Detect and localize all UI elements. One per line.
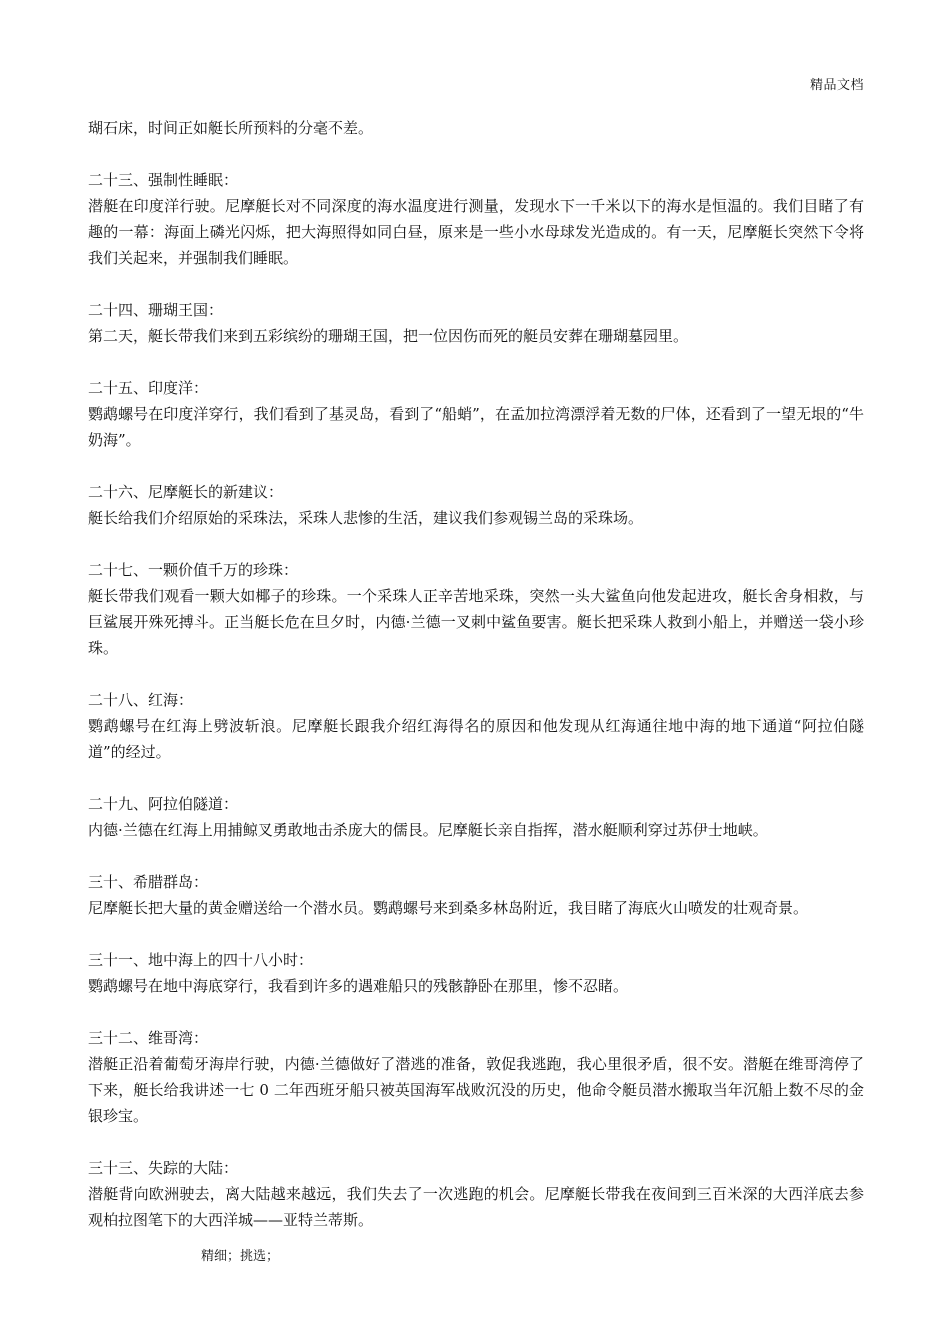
chapter-section [88,947,864,999]
chapter-summary: 第二天，艇长带我们来到五彩缤纷的珊瑚王国，把一位因伤而死的艇员安葬在珊瑚墓园里。 [88,327,689,345]
chapter-heading: 三十、希腊群岛： [88,873,209,891]
page-header-label: 精品文档 [809,78,864,93]
chapter-section [88,869,864,921]
page-footer-label: 精细；挑选； [201,1249,280,1264]
chapter-summary: 鹦鹉螺号在地中海底穿行，我看到许多的遇难船只的残骸静卧在那里，惨不忍睹。 [88,977,629,995]
chapter-heading: 二十六、尼摩艇长的新建议： [88,483,284,501]
chapter-summary: 艇长给我们介绍原始的采珠法，采珠人悲惨的生活，建议我们参观锡兰岛的采珠场。 [88,509,644,527]
chapter-summary: 鹦鹉螺号在印度洋穿行，我们看到了基灵岛，看到了“船蛸”，在孟加拉湾漂浮着无数的尸体，还看到了一望无垠的“牛奶海”。 [88,405,864,449]
document-body [88,115,864,1259]
chapter-section [88,167,864,271]
chapter-heading: 二十五、印度洋： [88,379,209,397]
chapter-summary: 潜艇在印度洋行驶。尼摩艇长对不同深度的海水温度进行测量，发现水下一千米以下的海水是恒温的。我们目睹了有趣的一幕：海面上磷光闪烁，把大海照得如同白昼，原来是一些小水母球发光造成的。有一天，尼摩艇长突然下令将我们关起来，并强制我们睡眠。 [88,197,864,267]
chapter-summary: 潜艇正沿着葡萄牙海岸行驶，内德·兰德做好了潜逃的准备，敦促我逃跑，我心里很矛盾，很不安。潜艇在维哥湾停了下来，艇长给我讲述一七 0 二年西班牙船只被英国海军战败沉没的历史，他命令艇员潜水搬取当年沉船上数不尽的金银珍宝。 [88,1055,864,1125]
chapter-heading: 三十三、失踪的大陆： [88,1159,239,1177]
chapter-heading: 三十一、地中海上的四十八小时： [88,951,314,969]
chapter-heading: 二十四、珊瑚王国： [88,301,224,319]
chapter-section [88,557,864,661]
chapter-heading: 二十三、强制性睡眠： [88,171,239,189]
chapter-section [88,687,864,765]
chapter-heading: 三十二、维哥湾： [88,1029,209,1047]
chapter-section [88,791,864,843]
chapter-section [88,375,864,453]
chapter-heading: 二十七、一颗价值千万的珍珠： [88,561,299,579]
chapter-section [88,1025,864,1129]
chapter-summary: 内德·兰德在红海上用捕鲸叉勇敢地击杀庞大的儒艮。尼摩艇长亲自指挥，潜水艇顺利穿过苏伊士地峡。 [88,821,768,839]
intro-paragraph: 瑚石床，时间正如艇长所预料的分毫不差。 [88,119,374,137]
chapter-summary: 尼摩艇长把大量的黄金赠送给一个潜水员。鹦鹉螺号来到桑多林岛附近，我目睹了海底火山喷发的壮观奇景。 [88,899,809,917]
chapter-section [88,297,864,349]
chapter-heading: 二十九、阿拉伯隧道： [88,795,239,813]
chapter-summary: 潜艇背向欧洲驶去，离大陆越来越远，我们失去了一次逃跑的机会。尼摩艇长带我在夜间到三百米深的大西洋底去参观柏拉图笔下的大西洋城——亚特兰蒂斯。 [88,1185,864,1229]
chapter-heading: 二十八、红海： [88,691,194,709]
chapter-summary: 艇长带我们观看一颗大如椰子的珍珠。一个采珠人正辛苦地采珠，突然一头大鲨鱼向他发起进攻，艇长舍身相救，与巨鲨展开殊死搏斗。正当艇长危在旦夕时，内德·兰德一叉刺中鲨鱼要害。艇长把采珠人救到小船上，并赠送一袋小珍珠。 [88,587,864,657]
chapter-section [88,1155,864,1233]
chapter-summary: 鹦鹉螺号在红海上劈波斩浪。尼摩艇长跟我介绍红海得名的原因和他发现从红海通往地中海的地下通道“阿拉伯隧道”的经过。 [88,717,864,761]
chapter-section [88,479,864,531]
